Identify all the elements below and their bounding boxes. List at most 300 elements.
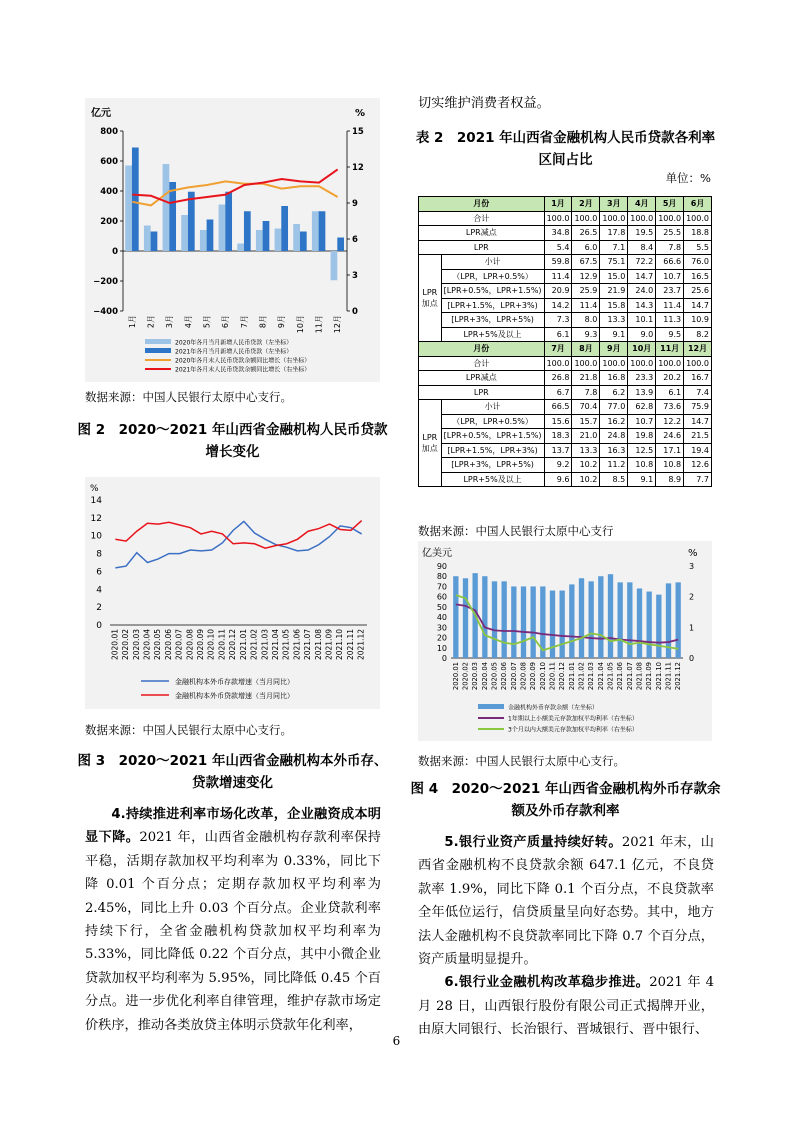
table-cell: 67.5 [572,255,600,270]
fig3-x-label: 2021.06 [292,629,302,661]
fig4-left-tick: 30 [436,623,447,633]
fig4-x-label: 2020.05 [490,662,499,691]
fig4-right-tick: 0 [689,654,695,663]
table-row-label: LPR [419,385,545,400]
table-cell: 66.6 [656,255,684,270]
table-cell: 9.0 [628,327,656,342]
fig3-x-label: 2020.03 [131,629,141,661]
table-cell: 16.7 [684,371,712,386]
fig2-bar [151,232,158,252]
fig4-caption-line2: 额及外币存款利率 [511,803,620,819]
table-cell: 100.0 [572,211,600,226]
table-cell: 72.2 [628,255,656,270]
table-cell: 24.6 [656,429,684,444]
table-cell: 100.0 [628,356,656,371]
fig2-bar [188,192,195,251]
table-header-cell: 2月 [572,197,600,212]
table-cell: 66.5 [544,400,572,415]
table-cell: 19.4 [684,443,712,458]
paragraph-6-text: 2021 年 4 月 28 日，山西银行股份有限公司正式揭牌开业，由原大同银行、长治银行、晋城银行、晋中银行、 [418,975,714,1038]
fig3-unit: % [90,484,99,494]
fig2-bar [207,220,214,252]
fig4-x-label: 2021.08 [635,662,644,691]
fig3-y-tick: 8 [96,549,102,560]
fig3-y-tick: 12 [90,513,102,524]
fig4-bar [482,576,487,658]
fig4-bar [627,582,632,658]
fig2-right-tick: 0 [352,307,358,317]
table-header-month: 月份 [419,197,545,212]
table-cell: 6.1 [544,327,572,342]
fig2-bar [237,244,244,252]
table-cell: 14.7 [684,298,712,313]
fig3-x-label: 2020.06 [163,629,173,661]
table-cell: 7.4 [684,385,712,400]
table-cell: 7.7 [684,472,712,487]
table-cell: 76.0 [684,255,712,270]
fig4-legend-label: 1年期以上小额美元存款加权平均利率（右坐标） [508,715,638,723]
fig4-x-label: 2021.05 [606,662,615,691]
fig4-x-label: 2021.03 [587,662,596,691]
table-row-label: 小计 [441,255,544,270]
table-cell: 10.9 [684,313,712,328]
table-cell: 20.2 [656,371,684,386]
table-cell: 100.0 [544,211,572,226]
fig2-bar [281,206,288,251]
continuation-text [418,92,714,115]
fig3-y-tick: 10 [90,531,102,542]
table-row-label: [LPR+1.5%，LPR+3%) [441,443,544,458]
fig2-legend-label: 2021年各月末人民币贷款余额同比增长（右坐标） [175,366,311,374]
fig2-right-tick: 15 [352,127,364,137]
table-cell: 9.5 [656,327,684,342]
table-row [419,472,712,487]
fig2-bar [169,182,176,251]
fig4-x-label: 2020.02 [461,662,470,691]
table-cell: 25.6 [684,284,712,299]
table-cell: 11.4 [656,298,684,313]
table-cell: 62.8 [628,400,656,415]
table-cell: 18.3 [544,429,572,444]
table-row-label: LPR减点 [419,371,545,386]
table2-title-line2: 区间占比 [538,152,593,168]
fig3-x-label: 2021.07 [303,629,313,661]
table-cell: 14.7 [684,414,712,429]
table-cell: 10.7 [628,414,656,429]
table-cell: 13.3 [600,313,628,328]
fig2-left-tick: −200 [93,277,118,287]
fig4-bar [511,586,516,658]
table-cell: 23.7 [656,284,684,299]
table-row [419,443,712,458]
table-cell: 16.8 [600,371,628,386]
paragraph-6-heading: 6.银行业金融机构改革稳步推进。 [444,975,650,991]
fig4-left-tick: 70 [436,582,447,592]
table-cell: 21.5 [684,429,712,444]
fig4-left-tick: 50 [436,602,447,612]
table-cell: 6.7 [544,385,572,400]
fig4-x-label: 2020.12 [558,662,567,691]
table-cell: 6.0 [572,240,600,255]
fig2-left-tick: −400 [93,307,118,317]
fig2-bar [256,230,263,251]
fig2-x-label: 6月 [221,315,231,329]
table-row [419,400,712,415]
fig2-left-unit: 亿元 [91,108,111,119]
table-cell: 7.8 [656,240,684,255]
fig2-right-unit: % [355,108,366,119]
fig4-x-label: 2021.09 [645,662,654,691]
table-row-label: [LPR+3%，LPR+5%) [441,313,544,328]
fig4-legend [418,697,712,741]
fig4-left-tick: 0 [441,654,447,663]
fig2-x-label: 1月 [127,315,137,329]
fig4-x-label: 2021.11 [664,662,673,691]
table-cell: 10.8 [656,458,684,473]
fig2-x-label: 10月 [295,315,305,334]
fig4-x-label: 2020.06 [500,662,509,691]
fig2-x-label: 8月 [258,315,268,329]
table-cell: 8.0 [572,313,600,328]
table2-title [403,127,728,171]
fig4-bar [589,581,594,658]
fig3-legend-label: 金融机构本外币存款增速（当月同比） [175,678,294,686]
fig3-x-label: 2021.01 [238,629,248,661]
table-header-cell: 11月 [656,342,684,357]
table-header-cell: 8月 [572,342,600,357]
table-row [419,458,712,473]
fig3-x-label: 2020.12 [228,629,238,661]
fig4-x-label: 2020.07 [509,662,518,691]
table-cell: 8.9 [656,472,684,487]
fig3-caption [70,750,395,794]
fig2-source: 数据来源：中国人民银行太原中心支行。 [85,390,292,404]
fig4-chart [418,541,712,711]
fig4-right-unit: % [688,548,698,559]
table-row [419,385,712,400]
table-row [419,371,712,386]
fig4-bar [560,591,565,658]
table-cell: 20.9 [544,284,572,299]
table-cell: 100.0 [544,356,572,371]
table2-source: 数据来源：中国人民银行太原中心支行 [418,524,614,538]
table-row-label: LPR+5%及以上 [441,327,544,342]
fig3-x-label: 2021.10 [335,629,345,661]
table-cell: 100.0 [600,211,628,226]
fig4-svg [418,541,712,711]
fig4-legend-svg [418,697,712,741]
fig2-left-tick: 400 [100,187,118,197]
fig4-x-label: 2021.02 [577,662,586,691]
fig4-bar [569,584,574,658]
table-row-label: [LPR+0.5%，LPR+1.5%) [441,284,544,299]
table-cell: 26.8 [544,371,572,386]
table-cell: 9.6 [544,472,572,487]
table-header-cell: 7月 [544,342,572,357]
fig2-bar [225,192,232,251]
fig4-x-label: 2021.07 [625,662,634,691]
fig2-x-label: 5月 [202,315,212,329]
table-cell: 11.3 [656,313,684,328]
table-cell: 26.5 [572,226,600,241]
fig2-right-tick: 9 [352,199,358,209]
table-cell: 9.3 [572,327,600,342]
fig4-x-label: 2020.04 [480,662,489,691]
table-row [419,226,712,241]
table-cell: 13.7 [544,443,572,458]
fig3-x-label: 2020.09 [196,629,206,661]
fig2-bar [312,211,319,251]
table-cell: 6.2 [600,385,628,400]
table-row [419,240,712,255]
fig3-line [115,521,361,549]
table-row [419,313,712,328]
table-cell: 11.4 [544,269,572,284]
table-cell: 15.6 [544,414,572,429]
table-cell: 10.1 [628,313,656,328]
table-cell: 16.3 [600,443,628,458]
fig2-right-tick: 3 [352,271,358,281]
fig3-legend-label: 金融机构本外币贷款增速（当月同比） [175,692,294,700]
table-group-label: LPR加点 [419,400,442,487]
table-cell: 13.9 [628,385,656,400]
fig4-legend-label: 3个月以内大额美元存款加权平均利率（右坐标） [508,726,638,734]
table-header-row [419,197,712,212]
table-cell: 8.5 [600,472,628,487]
fig2-right-tick: 6 [352,235,358,245]
fig4-x-label: 2021.10 [654,662,663,691]
fig3-x-label: 2020.05 [153,629,163,661]
fig4-bar [598,576,603,658]
table-cell: 77.0 [600,400,628,415]
fig2-x-label: 12月 [333,315,343,334]
fig4-x-label: 2020.01 [451,662,460,691]
table-cell: 12.6 [684,458,712,473]
table-cell: 12.5 [628,443,656,458]
paragraph-4-text: 2021 年，山西省金融机构存款利率保持平稳，活期存款加权平均利率为 0.33%，同比下降 0.01 个百分点；定期存款加权平均利率为 2.45%，同比上升 0.03 个百分点。企业贷款利率持续下行，全省金融机构贷款加权平均利率为 5.33%，同比降低 0.22 个百分点，其中小微企业贷款加权平均利率为 5.95%，同比降低 0.45 个百分点。进一步优化利率自律管理，维护存款市场定价秩序，推动各类放贷主体明示贷款年化利率， [85,830,381,1033]
table-row-label: 合计 [419,211,545,226]
table-row-label: （LPR，LPR+0.5%） [441,414,544,429]
paragraph-5-text: 2021 年末，山西省金融机构不良贷款余额 647.1 亿元，不良贷款率 1.9%，同比下降 0.1 个百分点，不良贷款率全年低位运行，信贷质量呈向好态势。其中，地方法人金融机构不良贷款率同比下降 0.7 个百分点，资产质量明显提升。 [418,835,714,968]
fig4-right-tick: 1 [689,623,695,633]
table-cell: 100.0 [684,211,712,226]
fig4-bar [531,586,536,658]
table-row-label: LPR减点 [419,226,545,241]
table-cell: 100.0 [656,211,684,226]
fig4-caption [403,778,728,822]
fig2-bar [181,215,188,251]
table-cell: 25.9 [572,284,600,299]
table-cell: 24.8 [600,429,628,444]
fig3-x-label: 2020.07 [174,629,184,661]
table-cell: 59.8 [544,255,572,270]
fig3-y-tick: 4 [96,585,102,596]
table-header-cell: 4月 [628,197,656,212]
table-row [419,255,712,270]
table-cell: 8.2 [684,327,712,342]
fig4-x-label: 2020.10 [538,662,547,691]
table-header-cell: 5月 [656,197,684,212]
table-cell: 10.2 [572,458,600,473]
table-group-label: LPR加点 [419,255,442,342]
fig2-x-label: 7月 [239,315,249,329]
continuation-line: 切实维护消费者权益。 [418,96,550,111]
table-cell: 14.3 [628,298,656,313]
fig4-bar [453,576,458,658]
paragraph-5 [418,831,714,1042]
table-cell: 100.0 [628,211,656,226]
table-cell: 23.3 [628,371,656,386]
table2-title-line1: 表 2 2021 年山西省金融机构人民币贷款各利率 [415,130,716,146]
table-header-row [419,342,712,357]
fig2-caption-line2: 增长变化 [205,444,260,460]
table-cell: 11.4 [572,298,600,313]
fig2-svg [85,98,380,382]
paragraph-5-heading: 5.银行业资产质量持续好转。 [444,835,622,850]
table-header-cell: 12月 [684,342,712,357]
table-cell: 9.2 [544,458,572,473]
fig4-x-label: 2021.04 [596,662,605,691]
fig3-y-tick: 14 [90,496,102,506]
fig2-bar [293,224,300,251]
table-cell: 9.1 [628,472,656,487]
table-cell: 75.1 [600,255,628,270]
table-cell: 21.0 [572,429,600,444]
table-row-label: 小计 [441,400,544,415]
fig3-x-label: 2020.02 [121,629,131,661]
table-cell: 14.2 [544,298,572,313]
paragraph-4 [85,803,381,1037]
fig4-bar [647,592,652,658]
table-cell: 15.7 [572,414,600,429]
table-header-cell: 9月 [600,342,628,357]
fig3-caption-line2: 贷款增速变化 [192,775,273,791]
fig4-left-tick: 10 [436,643,447,653]
fig2-legend-label: 2020年各月当月新增人民币贷款（左坐标） [175,339,293,347]
fig4-bar [608,574,613,658]
table-cell: 75.9 [684,400,712,415]
fig2-chart [85,98,380,382]
table-cell: 15.0 [600,269,628,284]
table-cell: 15.8 [600,298,628,313]
fig2-bar [319,211,326,251]
fig4-legend-swatch [478,704,504,709]
table-row-label: [LPR+1.5%，LPR+3%) [441,298,544,313]
fig2-x-label: 3月 [165,315,175,329]
table-cell: 10.2 [572,472,600,487]
fig3-line [115,521,361,567]
page-number: 6 [392,1034,401,1048]
fig3-svg [85,477,380,709]
table-cell: 100.0 [572,356,600,371]
fig2-bar [263,221,270,251]
fig3-x-label: 2020.10 [206,629,216,661]
fig2-caption [70,419,395,463]
fig2-x-label: 9月 [277,315,287,329]
fig3-chart [85,477,380,709]
fig2-bar [132,148,139,252]
fig2-bar [331,251,338,280]
table2-unit: 单位：% [665,171,711,185]
fig4-right-tick: 2 [689,592,695,602]
fig3-x-label: 2021.09 [324,629,334,661]
fig4-left-tick: 40 [436,613,447,623]
fig2-bar [163,164,170,251]
fig4-bar [579,578,584,658]
table-cell: 12.2 [656,414,684,429]
table-header-cell: 3月 [600,197,628,212]
table-cell: 100.0 [656,356,684,371]
table-cell: 34.8 [544,226,572,241]
fig3-y-tick: 2 [96,603,102,614]
table-cell: 18.8 [684,226,712,241]
table-cell: 21.8 [572,371,600,386]
fig2-bar [275,229,282,252]
table-cell: 25.5 [656,226,684,241]
table-cell: 10.8 [628,458,656,473]
fig4-x-label: 2021.01 [567,662,576,691]
table-cell: 5.4 [544,240,572,255]
table-cell: 100.0 [600,356,628,371]
table-row [419,298,712,313]
table-header-cell: 10月 [628,342,656,357]
fig2-bar [200,230,207,251]
fig3-y-tick: 6 [96,567,102,578]
fig3-x-label: 2021.05 [281,629,291,661]
fig4-right-tick: 3 [689,562,695,571]
fig4-left-tick: 80 [436,572,447,582]
fig3-x-label: 2021.11 [345,629,355,661]
fig3-x-label: 2021.12 [356,629,366,661]
fig2-x-label: 2月 [146,315,156,329]
fig4-x-label: 2020.03 [471,662,480,691]
fig3-x-label: 2021.04 [270,629,280,661]
fig3-x-label: 2020.08 [185,629,195,661]
fig4-x-label: 2020.08 [519,662,528,691]
fig4-caption-line1: 图 4 2020～2021 年山西省金融机构外币存款余 [410,781,721,797]
table-cell: 10.7 [656,269,684,284]
lpr-table [418,196,712,487]
fig4-bar [492,581,497,658]
table-cell: 14.7 [628,269,656,284]
paragraph-4-heading: 4.持续推进利率市场化改革，企业融资成本明显下降。 [85,807,381,846]
fig2-legend-swatch [145,348,171,353]
fig4-x-label: 2020.09 [529,662,538,691]
fig3-y-tick: 0 [96,621,102,631]
fig4-bar [656,595,661,658]
fig2-right-tick: 12 [352,163,364,173]
table-cell: 7.8 [572,385,600,400]
table-row [419,356,712,371]
table-cell: 13.3 [572,443,600,458]
fig2-bar [125,166,132,252]
table-cell: 17.1 [656,443,684,458]
fig2-bar [144,226,151,252]
fig4-bar [618,582,623,658]
table-row [419,284,712,299]
fig4-left-tick: 20 [436,633,447,643]
fig4-bar [502,581,507,658]
table-row [419,269,712,284]
table-cell: 6.1 [656,385,684,400]
fig2-bar [300,232,307,252]
fig2-x-label: 11月 [314,315,324,334]
fig2-bar [219,205,226,252]
fig3-source: 数据来源：中国人民银行太原中心支行。 [85,723,292,737]
fig2-left-tick: 0 [112,247,118,257]
table-row-label: [LPR+3%，LPR+5%) [441,458,544,473]
table-header-cell: 6月 [684,197,712,212]
